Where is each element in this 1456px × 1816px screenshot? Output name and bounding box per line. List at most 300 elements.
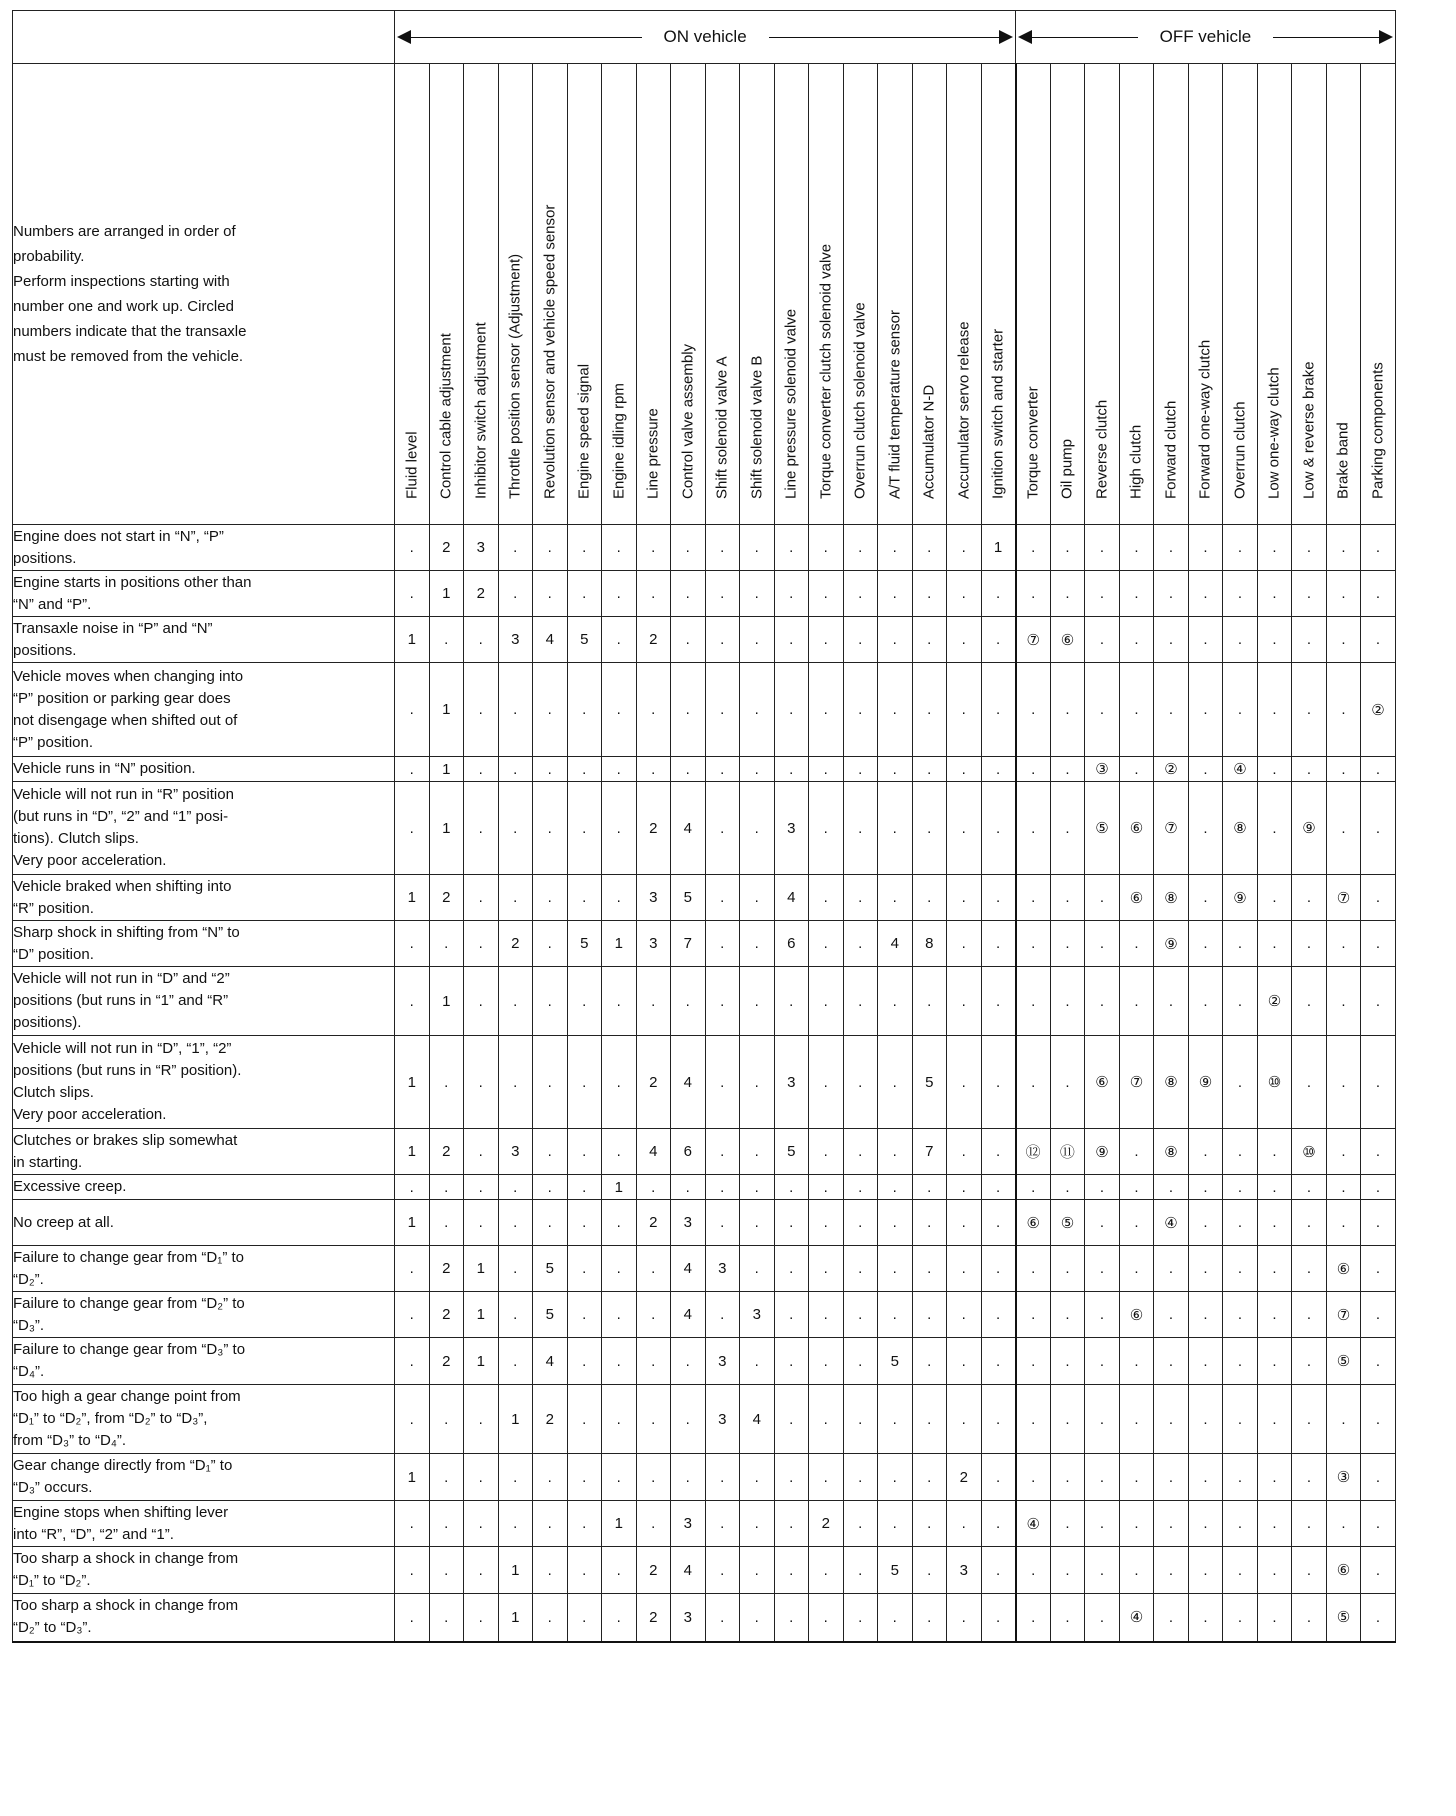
priority-cell [498, 1501, 533, 1547]
priority-value: . [616, 819, 621, 837]
priority-cell [1326, 757, 1361, 782]
symptom-line: “R” position. [13, 899, 94, 917]
priority-value: . [1375, 935, 1380, 952]
priority-value: . [858, 1143, 863, 1160]
priority-cell [1326, 1454, 1361, 1501]
priority-value: . [1272, 1306, 1277, 1323]
priority-value: . [582, 1260, 587, 1277]
priority-value: . [1031, 701, 1036, 718]
priority-cell [1188, 1594, 1223, 1642]
priority-value: . [1375, 1410, 1380, 1428]
priority-value: . [1341, 760, 1346, 778]
priority-value: . [1272, 1608, 1277, 1626]
circled-priority: ② [1267, 993, 1282, 1010]
priority-cell [498, 1385, 533, 1454]
priority-cell [1257, 757, 1292, 782]
priority-value: . [1375, 1608, 1380, 1626]
priority-cell [1188, 1454, 1223, 1501]
priority-cell [740, 525, 775, 571]
on-vehicle-group [395, 11, 1016, 64]
priority-value: . [685, 585, 690, 602]
priority-cell [1016, 663, 1051, 757]
priority-value: . [720, 1561, 725, 1579]
priority-cell [498, 1594, 533, 1642]
priority-value: . [513, 1515, 518, 1532]
priority-value: . [1341, 819, 1346, 837]
priority-value: . [616, 1073, 621, 1091]
symptom-cell [13, 875, 395, 921]
priority-value: . [927, 1306, 932, 1323]
priority-value: . [547, 889, 552, 906]
column-header-label: Control cable adjustment [437, 333, 455, 499]
priority-cell [671, 921, 706, 967]
priority-value: 4 [545, 1352, 554, 1370]
circled-priority: ⑪ [1059, 1144, 1075, 1161]
priority-value: . [1065, 585, 1070, 602]
symptom-line: from “D₃” to “D₄”. [13, 1432, 127, 1449]
priority-cell [1257, 921, 1292, 967]
symptom-line: Sharp shock in shifting from “N” to [13, 923, 240, 941]
priority-cell [1292, 571, 1327, 617]
priority-value: . [616, 1260, 621, 1277]
priority-cell [1119, 525, 1154, 571]
symptom-cell [13, 1547, 395, 1594]
priority-value: . [1168, 631, 1173, 648]
priority-value: . [478, 1608, 483, 1626]
priority-cell [1257, 1594, 1292, 1642]
priority-cell [809, 617, 844, 663]
priority-value: . [616, 631, 621, 648]
priority-value: . [1134, 701, 1139, 718]
priority-cell [429, 1246, 464, 1292]
symptom-line: Excessive creep. [13, 1178, 127, 1195]
priority-cell [912, 1175, 947, 1200]
symptom-cell [13, 782, 395, 875]
priority-cell [1050, 1036, 1085, 1129]
priority-cell [809, 921, 844, 967]
priority-value: 2 [649, 1073, 658, 1091]
off-vehicle-label: OFF vehicle [1138, 27, 1274, 46]
priority-cell [843, 663, 878, 757]
priority-value: . [1168, 1178, 1173, 1196]
priority-cell [429, 1292, 464, 1338]
table-row [13, 875, 1396, 921]
priority-value: . [754, 539, 759, 556]
priority-cell [774, 875, 809, 921]
priority-value: . [961, 935, 966, 952]
priority-value: . [720, 992, 725, 1010]
priority-cell [567, 757, 602, 782]
circled-priority: ⑥ [1095, 1074, 1109, 1091]
priority-value: . [927, 585, 932, 602]
priority-cell [636, 782, 671, 875]
priority-cell [912, 1338, 947, 1385]
priority-cell [498, 967, 533, 1036]
priority-cell [395, 1292, 430, 1338]
priority-cell [1188, 1547, 1223, 1594]
priority-value: 3 [511, 1143, 520, 1160]
priority-value: 1 [407, 631, 416, 648]
priority-cell [912, 1200, 947, 1246]
priority-value: . [927, 1410, 932, 1428]
priority-value: . [961, 631, 966, 648]
priority-value: 1 [476, 1352, 485, 1370]
diagnosis-table [12, 10, 1396, 1643]
priority-value: . [1375, 539, 1380, 556]
priority-value: 4 [890, 935, 899, 952]
priority-cell [1119, 1338, 1154, 1385]
priority-value: 5 [580, 631, 589, 648]
priority-cell [1154, 1547, 1189, 1594]
priority-cell [602, 1594, 637, 1642]
priority-cell [705, 1129, 740, 1175]
priority-cell [395, 1338, 430, 1385]
priority-cell [912, 1129, 947, 1175]
priority-value: 4 [683, 1073, 692, 1091]
priority-value: . [478, 1468, 483, 1486]
priority-value: . [651, 1410, 656, 1428]
priority-value: . [1341, 585, 1346, 602]
symptom-line: into “R”, “D”, “2” and “1”. [13, 1525, 174, 1543]
priority-cell [1326, 571, 1361, 617]
priority-cell [1257, 875, 1292, 921]
circled-priority: ⑤ [1336, 1353, 1351, 1370]
priority-value: . [478, 1515, 483, 1532]
priority-value: . [892, 889, 897, 906]
priority-value: . [513, 701, 518, 718]
priority-cell [671, 1385, 706, 1454]
priority-value: . [892, 1468, 897, 1486]
priority-cell [1326, 1385, 1361, 1454]
column-header-label: Overrun clutch solenoid valve [851, 302, 869, 499]
priority-value: . [1272, 1178, 1277, 1196]
priority-cell [774, 1594, 809, 1642]
priority-cell [1223, 1385, 1258, 1454]
priority-value: 1 [407, 1468, 416, 1486]
priority-value: . [547, 1073, 552, 1091]
priority-value: . [1375, 585, 1380, 602]
priority-value: . [754, 1515, 759, 1532]
priority-cell [567, 967, 602, 1036]
priority-cell [843, 1547, 878, 1594]
priority-value: . [616, 701, 621, 718]
symptom-line: Vehicle moves when changing into [13, 667, 244, 685]
priority-value: . [1031, 819, 1036, 837]
priority-value: . [1203, 1178, 1208, 1196]
priority-cell [1154, 1501, 1189, 1547]
priority-cell [1154, 1594, 1189, 1642]
priority-value: . [858, 701, 863, 718]
priority-cell [533, 1246, 568, 1292]
priority-cell [498, 757, 533, 782]
priority-cell [429, 1547, 464, 1594]
column-header [774, 64, 809, 525]
priority-cell [1188, 525, 1223, 571]
priority-value: 2 [442, 539, 451, 556]
priority-value: . [996, 1608, 1001, 1626]
priority-cell [912, 617, 947, 663]
priority-cell [1326, 967, 1361, 1036]
priority-cell [464, 921, 499, 967]
priority-value: . [1203, 1306, 1208, 1323]
priority-cell [1050, 1454, 1085, 1501]
priority-value: . [547, 992, 552, 1010]
priority-cell [395, 663, 430, 757]
priority-cell [533, 875, 568, 921]
column-header-label: Forward one-way clutch [1196, 339, 1214, 499]
priority-cell [774, 1338, 809, 1385]
priority-value: . [996, 1468, 1001, 1486]
priority-value: 7 [925, 1143, 934, 1160]
priority-cell [464, 571, 499, 617]
priority-value: . [547, 539, 552, 556]
priority-cell [671, 875, 706, 921]
priority-cell [1361, 1175, 1396, 1200]
symptom-line: Too high a gear change point from [13, 1388, 241, 1405]
priority-cell [1292, 782, 1327, 875]
column-header-label: Oil pump [1058, 438, 1076, 499]
priority-value: . [582, 1143, 587, 1160]
priority-cell [1292, 1129, 1327, 1175]
priority-value: . [892, 1306, 897, 1323]
priority-cell [429, 1175, 464, 1200]
priority-cell [774, 571, 809, 617]
priority-value: . [1272, 1468, 1277, 1486]
header-corner [13, 11, 395, 64]
legend-line: Numbers are arranged in order of [13, 223, 236, 240]
priority-cell [705, 1200, 740, 1246]
priority-cell [1292, 757, 1327, 782]
priority-cell [1257, 1246, 1292, 1292]
symptom-line: Very poor acceleration. [13, 1106, 167, 1123]
symptom-line: positions. [13, 549, 77, 567]
priority-value: . [754, 1073, 759, 1091]
circled-priority: ⑩ [1267, 1074, 1282, 1091]
priority-value: . [409, 992, 414, 1010]
legend-line: probability. [13, 248, 85, 265]
priority-cell [429, 1036, 464, 1129]
priority-cell [671, 757, 706, 782]
column-header [1361, 64, 1396, 525]
priority-cell [498, 921, 533, 967]
priority-cell [498, 525, 533, 571]
priority-cell [705, 1175, 740, 1200]
priority-value: . [996, 889, 1001, 906]
priority-value: . [1237, 1178, 1242, 1196]
priority-cell [1257, 1292, 1292, 1338]
priority-value: . [892, 1260, 897, 1277]
priority-cell [947, 1594, 982, 1642]
column-header-label: Inhibitor switch adjustment [472, 322, 490, 499]
priority-value: 2 [649, 819, 658, 837]
priority-cell [429, 1501, 464, 1547]
priority-value: . [789, 1608, 794, 1626]
priority-value: . [823, 992, 828, 1010]
priority-value: . [892, 1515, 897, 1532]
priority-value: . [961, 1178, 966, 1196]
priority-cell [740, 967, 775, 1036]
priority-cell [464, 1385, 499, 1454]
priority-cell [705, 967, 740, 1036]
priority-value: . [1375, 819, 1380, 837]
priority-cell [1085, 1594, 1120, 1642]
priority-value: . [1134, 760, 1139, 778]
table-row [13, 1338, 1396, 1385]
column-header-label: Reverse clutch [1093, 399, 1111, 499]
priority-cell [429, 1594, 464, 1642]
priority-value: . [1272, 539, 1277, 556]
priority-cell [809, 1454, 844, 1501]
priority-cell [809, 1292, 844, 1338]
priority-value: . [720, 1468, 725, 1486]
priority-value: . [1272, 1214, 1277, 1231]
priority-value: . [996, 1143, 1001, 1160]
priority-value: . [720, 889, 725, 906]
priority-value: . [996, 819, 1001, 837]
priority-cell [1292, 1338, 1327, 1385]
priority-value: . [1065, 1515, 1070, 1532]
circled-priority: ⑦ [1164, 820, 1178, 837]
priority-cell [636, 1129, 671, 1175]
priority-value: . [409, 1410, 414, 1428]
table-row [13, 1385, 1396, 1454]
priority-value: . [789, 1214, 794, 1231]
priority-value: . [1099, 1306, 1104, 1323]
priority-value: . [1065, 701, 1070, 718]
symptom-cell [13, 1246, 395, 1292]
priority-value: . [892, 631, 897, 648]
symptom-cell [13, 1501, 395, 1547]
circled-priority: ④ [1129, 1609, 1144, 1627]
priority-cell [1257, 1200, 1292, 1246]
symptom-cell [13, 663, 395, 757]
priority-cell [1085, 1200, 1120, 1246]
priority-value: . [1306, 1515, 1311, 1532]
priority-cell [1085, 1175, 1120, 1200]
table-row [13, 921, 1396, 967]
priority-cell [1223, 1036, 1258, 1129]
priority-cell [981, 1129, 1016, 1175]
priority-cell [636, 967, 671, 1036]
priority-value: . [1099, 1561, 1104, 1579]
priority-value: 3 [649, 935, 658, 952]
circled-priority: ⑦ [1336, 1306, 1351, 1324]
priority-value: . [1134, 1143, 1139, 1160]
priority-cell [1085, 1036, 1120, 1129]
priority-cell [671, 1594, 706, 1642]
priority-cell [567, 1292, 602, 1338]
priority-value: . [1375, 1352, 1380, 1370]
priority-cell [1361, 1129, 1396, 1175]
priority-cell [878, 1547, 913, 1594]
priority-value: . [1375, 1073, 1380, 1091]
priority-cell [671, 1036, 706, 1129]
priority-cell [1154, 1036, 1189, 1129]
priority-value: . [1375, 1178, 1380, 1196]
priority-cell [843, 1594, 878, 1642]
priority-value: . [1272, 1260, 1277, 1277]
table-row [13, 1292, 1396, 1338]
priority-value: . [1168, 992, 1173, 1010]
priority-value: 1 [614, 1515, 623, 1532]
priority-cell [1016, 875, 1051, 921]
priority-cell [602, 1385, 637, 1454]
priority-value: 5 [890, 1352, 899, 1370]
priority-cell [602, 1175, 637, 1200]
priority-cell [1050, 1129, 1085, 1175]
priority-cell [1188, 1246, 1223, 1292]
priority-cell [1326, 525, 1361, 571]
priority-value: . [478, 1410, 483, 1428]
priority-value: . [858, 889, 863, 906]
priority-value: . [1099, 1260, 1104, 1277]
priority-cell [1016, 1338, 1051, 1385]
priority-cell [1188, 921, 1223, 967]
priority-cell [1119, 1501, 1154, 1547]
table-row [13, 1246, 1396, 1292]
priority-value: . [1168, 1515, 1173, 1532]
column-header [981, 64, 1016, 525]
column-header-label: Control valve assembly [679, 343, 697, 499]
priority-value: . [1168, 1468, 1173, 1486]
symptom-line: not disengage when shifted out of [13, 711, 238, 729]
priority-value: . [927, 1515, 932, 1532]
priority-cell [843, 1501, 878, 1547]
table-row [13, 757, 1396, 782]
priority-value: . [685, 631, 690, 648]
priority-value: . [1272, 1515, 1277, 1532]
priority-cell [1050, 663, 1085, 757]
table-row [13, 663, 1396, 757]
priority-cell [1188, 1292, 1223, 1338]
priority-cell [740, 875, 775, 921]
priority-cell [1326, 921, 1361, 967]
priority-value: . [823, 819, 828, 837]
priority-cell [1085, 1292, 1120, 1338]
column-header-label: Accumulator N-D [920, 384, 938, 499]
priority-value: . [720, 1178, 725, 1196]
priority-value: . [651, 1468, 656, 1486]
priority-value: . [823, 1352, 828, 1370]
priority-value: 1 [442, 585, 451, 602]
priority-cell [533, 967, 568, 1036]
column-header [1119, 64, 1154, 525]
priority-cell [1361, 617, 1396, 663]
priority-value: . [1237, 701, 1242, 718]
priority-cell [981, 1036, 1016, 1129]
priority-cell [981, 757, 1016, 782]
priority-value: 2 [442, 1260, 451, 1277]
priority-cell [981, 921, 1016, 967]
priority-cell [602, 782, 637, 875]
priority-cell [1119, 1594, 1154, 1642]
priority-value: . [409, 1561, 414, 1579]
column-header [1257, 64, 1292, 525]
priority-value: . [1031, 1561, 1036, 1579]
priority-cell [1119, 617, 1154, 663]
circled-priority: ⑥ [1129, 1306, 1144, 1324]
priority-value: . [582, 539, 587, 556]
priority-value: . [1341, 1515, 1346, 1532]
priority-value: . [1272, 631, 1277, 648]
priority-value: . [1341, 1143, 1346, 1160]
priority-value: . [1099, 1178, 1104, 1196]
priority-cell [533, 1594, 568, 1642]
priority-cell [533, 1200, 568, 1246]
priority-cell [1361, 1594, 1396, 1642]
priority-value: . [720, 1073, 725, 1091]
priority-value: . [858, 1561, 863, 1579]
